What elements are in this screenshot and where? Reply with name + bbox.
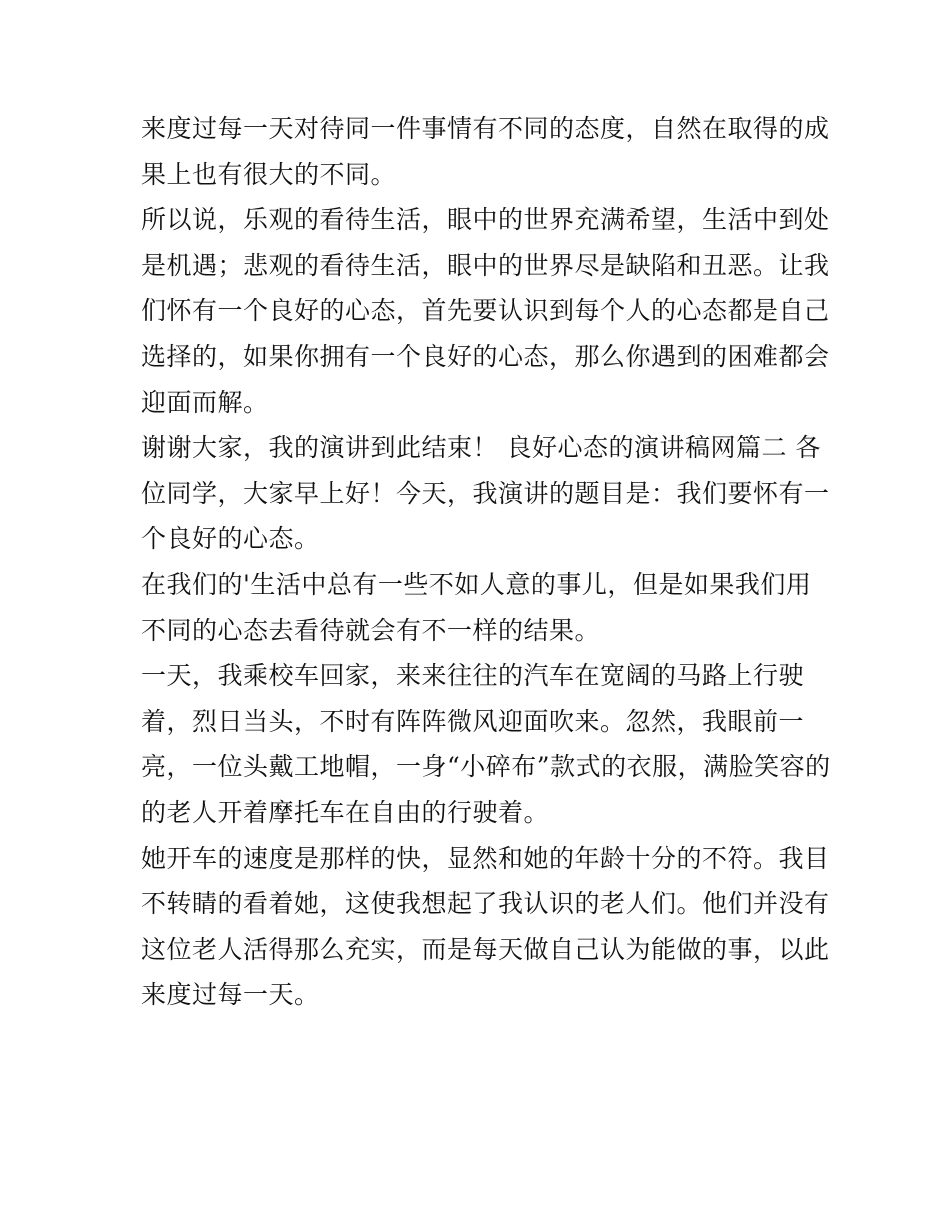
- text-line: 果上也有很大的不同。: [141, 159, 397, 189]
- body-text: [141, 106, 831, 1018]
- text-line: 谢谢大家，我的演讲到此结束！ 良好心态的演讲稿网篇二 各: [141, 433, 821, 463]
- text-line: 选择的，如果你拥有一个良好的心态，那么你遇到的困难都会: [141, 341, 830, 371]
- text-line: 来度过每一天。: [141, 980, 320, 1010]
- text-line: 一天，我乘校车回家，来来往往的汽车在宽阔的马路上行驶: [141, 661, 805, 691]
- text-line: 不转睛的看着她，这使我想起了我认识的老人们。他们并没有: [141, 889, 830, 919]
- text-line: 不同的心态去看待就会有不一样的结果。: [141, 615, 601, 645]
- text-line: 来度过每一天对待同一件事情有不同的态度，自然在取得的成: [141, 114, 830, 143]
- text-line: 迎面而解。: [141, 387, 269, 417]
- text-line: 亮，一位头戴工地帽，一身“小碎布”款式的衣服，满脸笑容的: [141, 752, 831, 782]
- text-line: 所以说，乐观的看待生活，眼中的世界充满希望，生活中到处: [141, 205, 830, 235]
- text-line: 在我们的'生活中总有一些不如人意的事儿，但是如果我们用: [141, 569, 812, 599]
- text-line: 的老人开着摩托车在自由的行驶着。: [141, 797, 550, 827]
- text-line: 们怀有一个良好的心态，首先要认识到每个人的心态都是自己: [141, 296, 830, 326]
- text-line: 她开车的速度是那样的快，显然和她的年龄十分的不符。我目: [141, 843, 830, 873]
- text-line: 这位老人活得那么充实，而是每天做自己认为能做的事，以此: [141, 934, 830, 964]
- text-line: 个良好的心态。: [141, 524, 320, 554]
- text-line: 位同学，大家早上好！今天，我演讲的题目是：我们要怀有一: [141, 478, 830, 508]
- text-line: 是机遇；悲观的看待生活，眼中的世界尽是缺陷和丑恶。让我: [141, 250, 830, 280]
- text-line: 着，烈日当头，不时有阵阵微风迎面吹来。忽然，我眼前一: [141, 706, 805, 736]
